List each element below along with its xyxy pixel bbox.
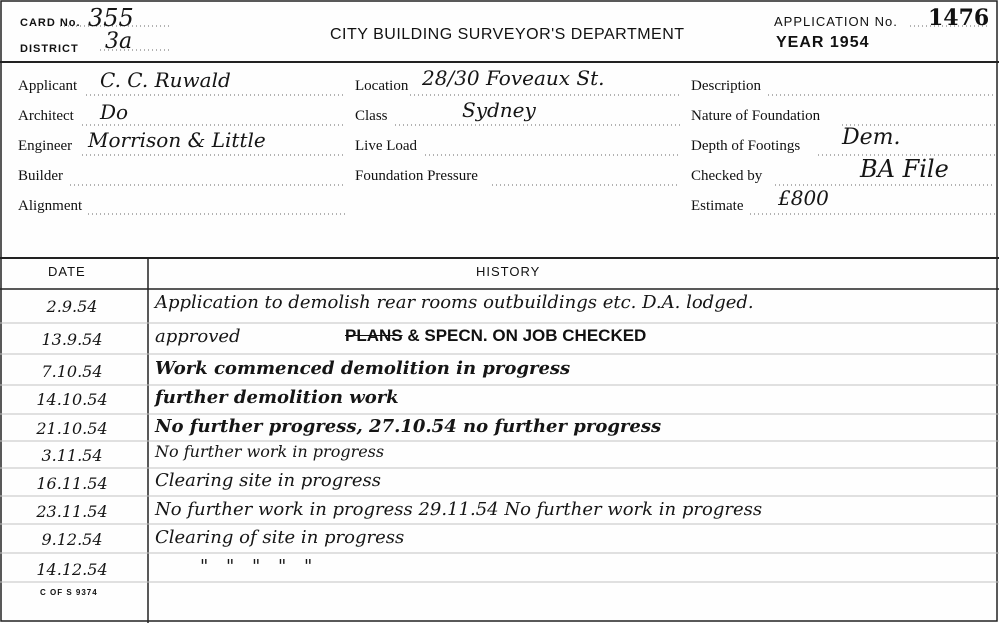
checked-by-value: BA File <box>860 155 949 183</box>
department-title: CITY BUILDING SURVEYOR'S DEPARTMENT <box>330 26 685 43</box>
history-row-text: Work commenced demolition in progress <box>155 358 571 379</box>
application-no-label: APPLICATION No. <box>774 14 898 29</box>
district-value: 3a <box>105 29 133 54</box>
history-row-text: Clearing of site in progress <box>155 527 405 548</box>
architect-label: Architect <box>18 108 74 124</box>
history-row-text: approved <box>155 326 241 347</box>
history-row-date: 23.11.54 <box>36 502 108 521</box>
depth-of-footings-label: Depth of Footings <box>691 138 801 154</box>
application-no-value: 1476 <box>928 5 990 31</box>
history-row-date: 9.12.54 <box>41 530 103 549</box>
history-row-date: 14.12.54 <box>36 560 108 579</box>
history-row-date: 21.10.54 <box>36 419 108 438</box>
year-label: YEAR 1954 <box>776 34 870 51</box>
history-row-text: " " " " " <box>200 556 319 577</box>
class-label: Class <box>355 108 388 124</box>
class-value: Sydney <box>462 98 536 122</box>
nature-of-foundation-label: Nature of Foundation <box>691 108 821 124</box>
engineer-label: Engineer <box>18 138 73 154</box>
history-column-header: HISTORY <box>476 264 541 279</box>
history-row-date: 13.9.54 <box>41 330 103 349</box>
card-no-label: CARD No. <box>20 17 81 29</box>
history-row-text: Clearing site in progress <box>155 470 382 491</box>
form-code: C OF S 9374 <box>40 588 98 597</box>
live-load-label: Live Load <box>355 138 418 154</box>
card-no-value: 355 <box>88 4 134 32</box>
date-column-header: DATE <box>48 264 86 279</box>
applicant-value: C. C. Ruwald <box>100 68 231 92</box>
location-value: 28/30 Foveaux St. <box>422 66 605 90</box>
plans-checked-stamp <box>345 326 646 346</box>
history-row-date: 16.11.54 <box>36 474 108 493</box>
district-label: DISTRICT <box>20 43 79 55</box>
architect-value: Do <box>100 100 129 124</box>
location-label: Location <box>355 78 409 94</box>
history-row-text: No further work in progress <box>155 442 385 461</box>
history-row-text: Application to demolish rear rooms outbuildings etc. D.A. lodged. <box>155 292 754 313</box>
estimate-label: Estimate <box>691 198 744 214</box>
history-row-date: 7.10.54 <box>41 362 103 381</box>
applicant-label: Applicant <box>18 78 78 94</box>
history-row-date: 2.9.54 <box>46 297 98 316</box>
history-row-date: 14.10.54 <box>36 390 108 409</box>
alignment-label: Alignment <box>18 198 83 214</box>
checked-by-label: Checked by <box>691 168 763 184</box>
engineer-value: Morrison & Little <box>88 128 266 152</box>
plans-stamp-rest: & SPECN. ON JOB CHECKED <box>407 326 647 345</box>
plans-stamp-struck: PLANS <box>345 326 403 345</box>
foundation-pressure-label: Foundation Pressure <box>355 168 478 184</box>
depth-of-footings-value: Dem. <box>842 125 901 150</box>
estimate-value: £800 <box>778 186 829 210</box>
history-row-text: No further progress, 27.10.54 no further progress <box>155 416 662 437</box>
history-row-date: 3.11.54 <box>41 446 103 465</box>
history-row-text: further demolition work <box>155 387 399 408</box>
description-label: Description <box>691 78 761 94</box>
history-row-text: No further work in progress 29.11.54 No further work in progress <box>155 499 763 520</box>
builder-label: Builder <box>18 168 63 184</box>
